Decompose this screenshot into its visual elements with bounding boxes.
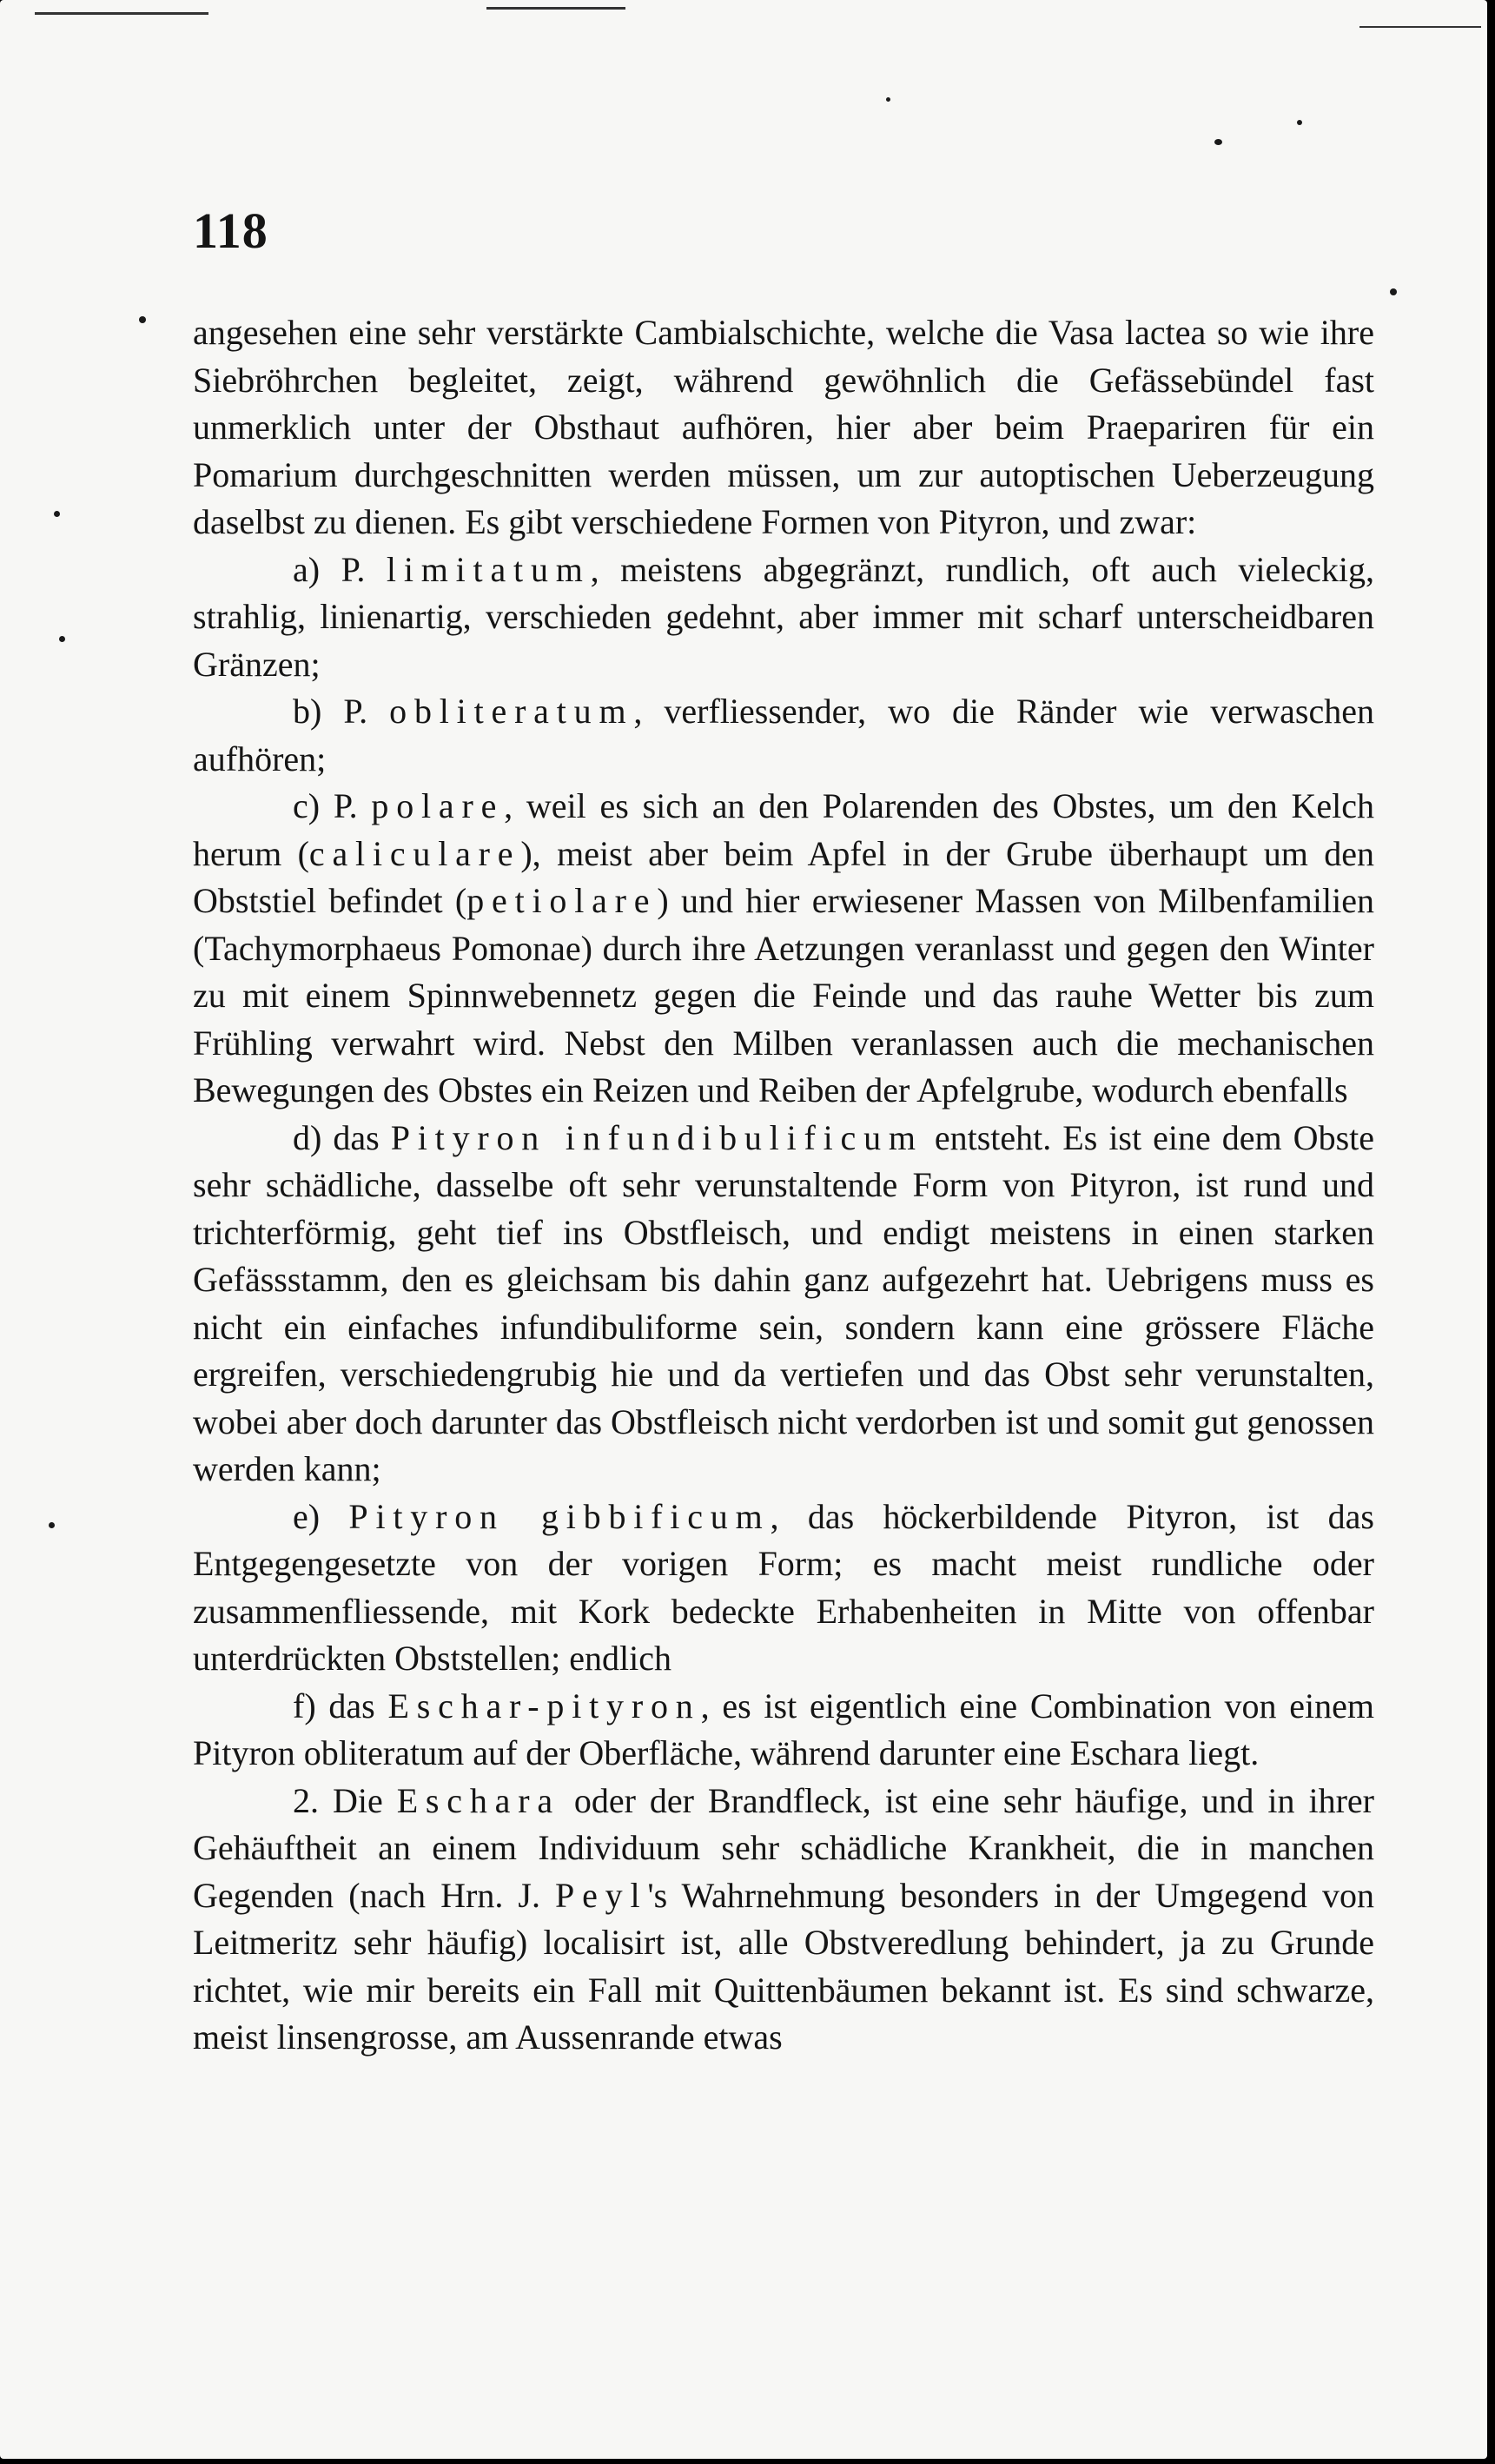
paragraph-item-a <box>193 546 1374 689</box>
item-label: e) <box>293 1496 349 1536</box>
paragraph-item-e <box>193 1494 1374 1683</box>
scan-speck <box>1390 288 1397 295</box>
paragraph-item-f <box>193 1683 1374 1778</box>
page-number: 118 <box>193 202 268 259</box>
paragraph-text: entsteht. Es ist eine dem Obste sehr schädliche, dasselbe oft sehr verunstaltende Form von Pityron, ist rund und trichterförmig, geht tief ins Obstfleisch, und endigt meistens in einen starken Gefässstamm, den es gleichsam bis dahin ganz aufgezehrt hat. Uebrigens muss es nicht ein einfaches infundibuliforme sein, sondern kann eine grössere Fläche ergreifen, verschiedengrubig hie und da vertiefen und das Obst sehr verunstalten, wobei aber doch darunter das Obstfleisch nicht verdorben ist und somit gut genossen werden kann; <box>193 1117 1375 1488</box>
paragraph-text: , weil es sich an den Polarenden des Obstes, um den Kelch herum ( <box>193 786 1375 873</box>
scan-edge-mark <box>486 7 625 10</box>
paragraph-item-d <box>193 1115 1374 1494</box>
item-label: f) das <box>293 1686 388 1725</box>
scan-speck <box>59 636 65 642</box>
spaced-term: Pityron gibbificum <box>348 1496 771 1536</box>
item-label: b) P. <box>293 692 390 731</box>
paragraph-text: angesehen eine sehr verstärkte Cambialschichte, welche die Vasa lactea so wie ihre Siebröhrchen begleitet, zeigt, während gewöhnlich die Gefässebündel fast unmerklich unter der Obsthaut aufhören, hier aber beim Praepariren für ein Pomarium durchgeschnitten werden müssen, um zur autoptischen Ueberzeugung daselbst zu dienen. Es gibt verschiedene Formen von Pityron, und zwar: <box>193 313 1374 541</box>
scan-speck <box>1214 139 1222 145</box>
scan-speck <box>54 511 60 517</box>
paragraph-intro <box>193 309 1374 546</box>
item-label: a) P. <box>293 549 387 589</box>
spaced-term: Peyl <box>555 1875 648 1915</box>
scan-speck <box>49 1522 55 1528</box>
scan-speck <box>139 316 146 323</box>
paragraph-text: , das höckerbildende Pityron, ist das Entgegengesetzte von der vorigen Form; es macht meist rundliche oder zusammenfliessende, mit Kork bedeckte Erhabenheiten in Mitte von offenbar unterdrückten Obststellen; endlich <box>193 1496 1374 1678</box>
spaced-term: polare <box>371 786 505 825</box>
item-label: 2. Die <box>293 1780 397 1820</box>
scan-speck <box>1297 120 1302 125</box>
paragraph-text: 's Wahrnehmung besonders in der Umgegend von Leitmeritz sehr häufig) localisirt ist, alle Obstveredlung behindert, ja zu Grunde richtet, wie mir bereits ein Fall mit Quittenbäumen bekannt ist. Es sind schwarze, meist linsengrosse, am Aussenrande etwas <box>193 1875 1375 2057</box>
paragraph-section-2 <box>193 1778 1374 2062</box>
spaced-term: limitatum <box>386 549 591 589</box>
spaced-term: Pityron infundibulificum <box>390 1117 923 1157</box>
body-text <box>193 309 1374 2062</box>
spaced-term: Eschara <box>396 1780 560 1820</box>
paragraph-text: oder der Brandfleck, ist eine sehr häufige, und in ihrer Gehäuftheit an einem Individuum sehr schädliche Krankheit, die in manchen Gegenden (nach Hrn. J. <box>193 1780 1374 1915</box>
scan-edge-mark <box>1359 26 1481 28</box>
spaced-term: Eschar-pityron <box>387 1686 701 1725</box>
item-label: c) P. <box>293 786 372 825</box>
paragraph-text: ), meist aber beim Apfel in der Grube überhaupt um den Obststiel befindet ( <box>193 833 1374 920</box>
paragraph-item-b <box>193 688 1374 783</box>
spaced-term: caliculare <box>308 833 521 873</box>
paragraph-item-c <box>193 783 1374 1115</box>
spaced-term: obliteratum <box>389 692 634 731</box>
paragraph-text: , es ist eigentlich eine Combination von einem Pityron obliteratum auf der Oberfläche, während darunter eine Eschara liegt. <box>193 1686 1374 1772</box>
paragraph-text: , meistens abgegränzt, rundlich, oft auch vieleckig, strahlig, linienartig, verschieden gedehnt, aber immer mit scharf unterscheidbaren Gränzen; <box>193 549 1374 684</box>
scan-speck <box>886 97 890 102</box>
paragraph-text: , verfliessender, wo die Ränder wie verwaschen aufhören; <box>193 692 1374 778</box>
paragraph-text: ) und hier erwiesener Massen von Milbenfamilien (Tachymorphaeus Pomonae) durch ihre Aetzungen veranlasst und gegen den Winter zu mit einem Spinnwebennetz gegen die Feinde und das rauhe Wetter bis zum Frühling verwahrt wird. Nebst den Milben veranlassen auch die mechanischen Bewegungen des Obstes ein Reizen und Reiben der Apfelgrube, wodurch ebenfalls <box>193 881 1374 1109</box>
spaced-term: petiolare <box>466 881 658 920</box>
item-label: d) das <box>293 1117 391 1157</box>
scan-edge-mark <box>35 12 208 15</box>
